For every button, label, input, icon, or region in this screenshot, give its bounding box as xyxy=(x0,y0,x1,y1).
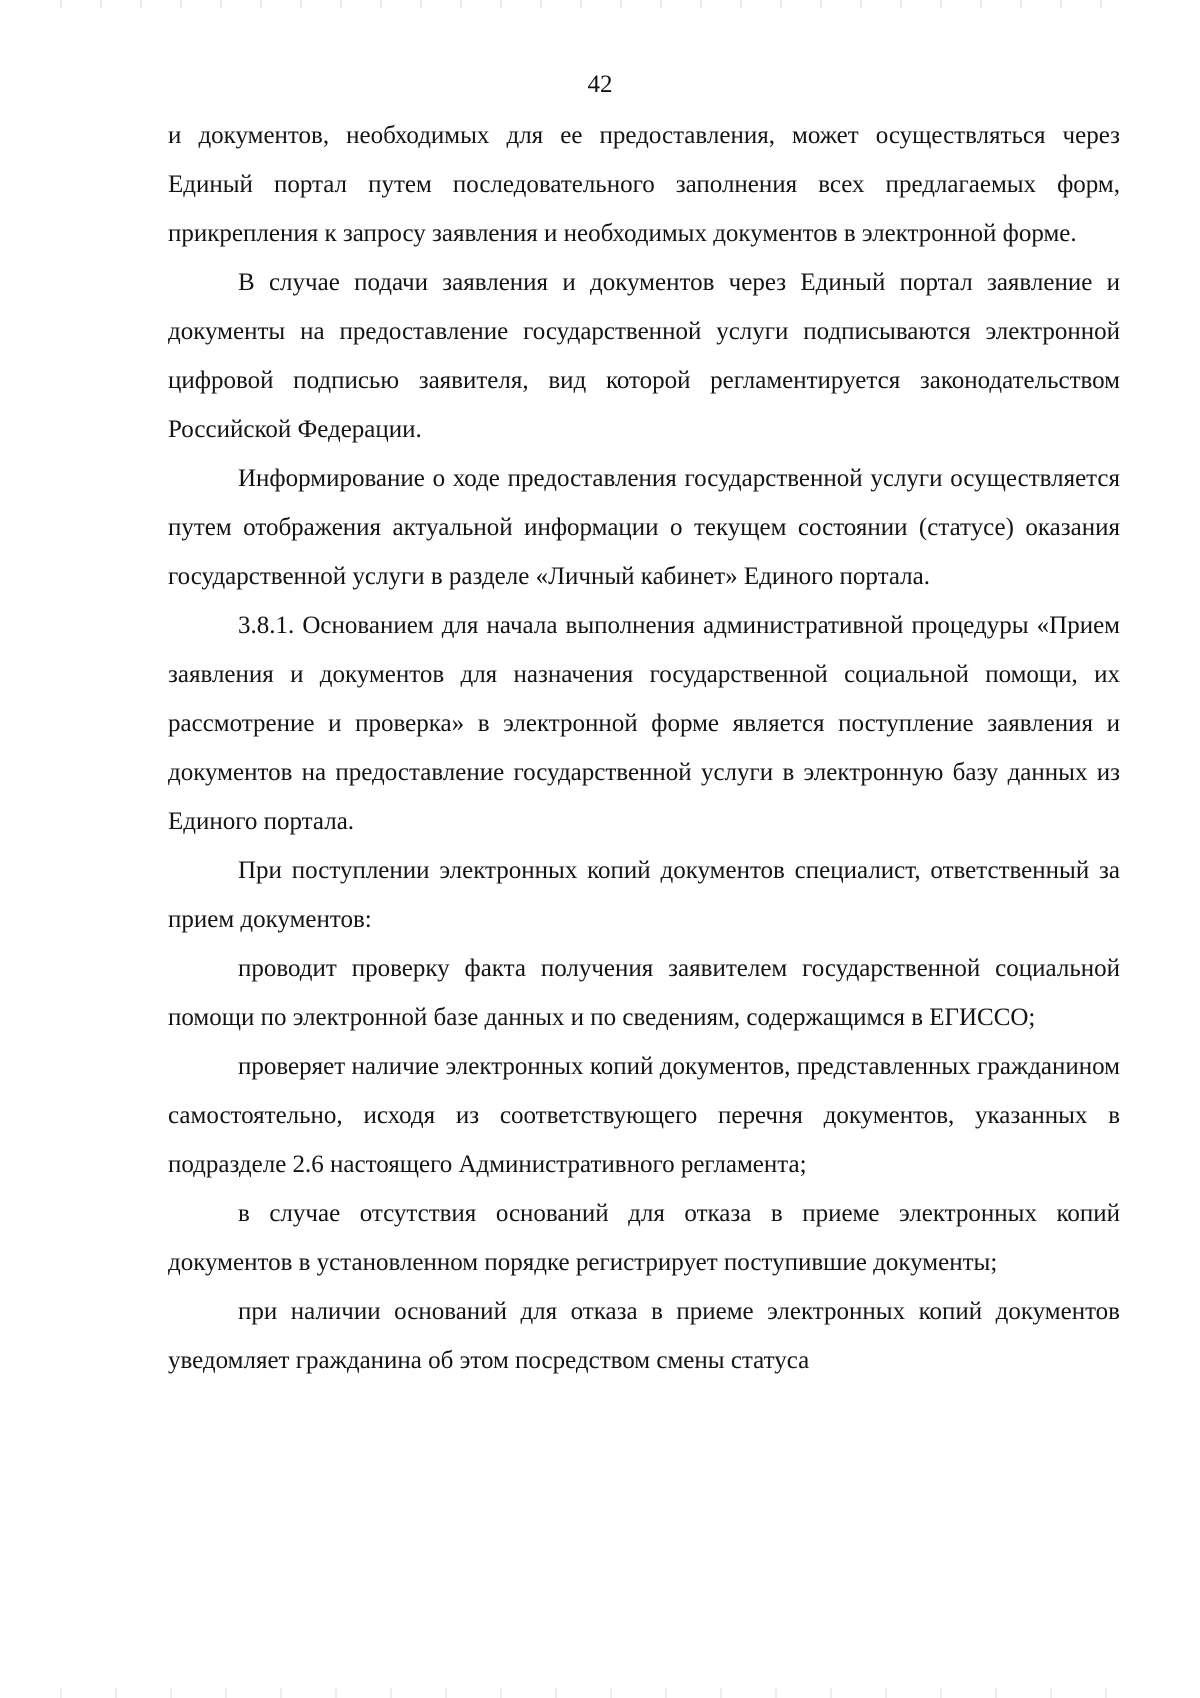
paragraph-refusal-notice: при наличии оснований для отказа в приеме электронных копий документов уведомляет гражданина об этом посредством смены статуса xyxy=(168,1298,1120,1374)
paragraph-submission-signature: В случае подачи заявления и документов через Единый портал заявление и документы на предоставление государственной услуги подписываются электронной цифровой подписью заявителя, вид которой регламентируется законодательством Российской Федерации. xyxy=(168,269,1120,443)
paragraph-status-informing: Информирование о ходе предоставления государственной услуги осуществляется путем отображения актуальной информации о текущем состоянии (статусе) оказания государственной услуги в разделе «Личный кабинет» Единого портала. xyxy=(168,465,1120,590)
scan-edge-top xyxy=(60,0,1140,8)
paragraph-check-egisso: проводит проверку факта получения заявителем государственной социальной помощи по электронной базе данных и по сведениям, содержащимся в ЕГИССО; xyxy=(168,955,1120,1031)
scan-edge-bottom xyxy=(60,1688,1140,1698)
document-body xyxy=(168,111,1120,1385)
page-number: 42 xyxy=(587,71,613,98)
paragraph-specialist-intro: При поступлении электронных копий документов специалист, ответственный за прием документов: xyxy=(168,857,1120,933)
paragraph-continuation: и документов, необходимых для ее предоставления, может осуществляться через Единый портал путем последовательного заполнения всех предлагаемых форм, прикрепления к запросу заявления и необходимых документов в электронной форме. xyxy=(168,122,1120,247)
paragraph-register-documents: в случае отсутствия оснований для отказа в приеме электронных копий документов в установленном порядке регистрирует поступившие документы; xyxy=(168,1200,1120,1276)
paragraph-3-8-1: 3.8.1. Основанием для начала выполнения административной процедуры «Прием заявления и документов для назначения государственной социальной помощи, их рассмотрение и проверка» в электронной форме является поступление заявления и документов на предоставление государственной услуги в электронную базу данных из Единого портала. xyxy=(168,612,1120,835)
paragraph-check-copies: проверяет наличие электронных копий документов, представленных гражданином самостоятельно, исходя из соответствующего перечня документов, указанных в подразделе 2.6 настоящего Административного регламента; xyxy=(168,1053,1120,1178)
